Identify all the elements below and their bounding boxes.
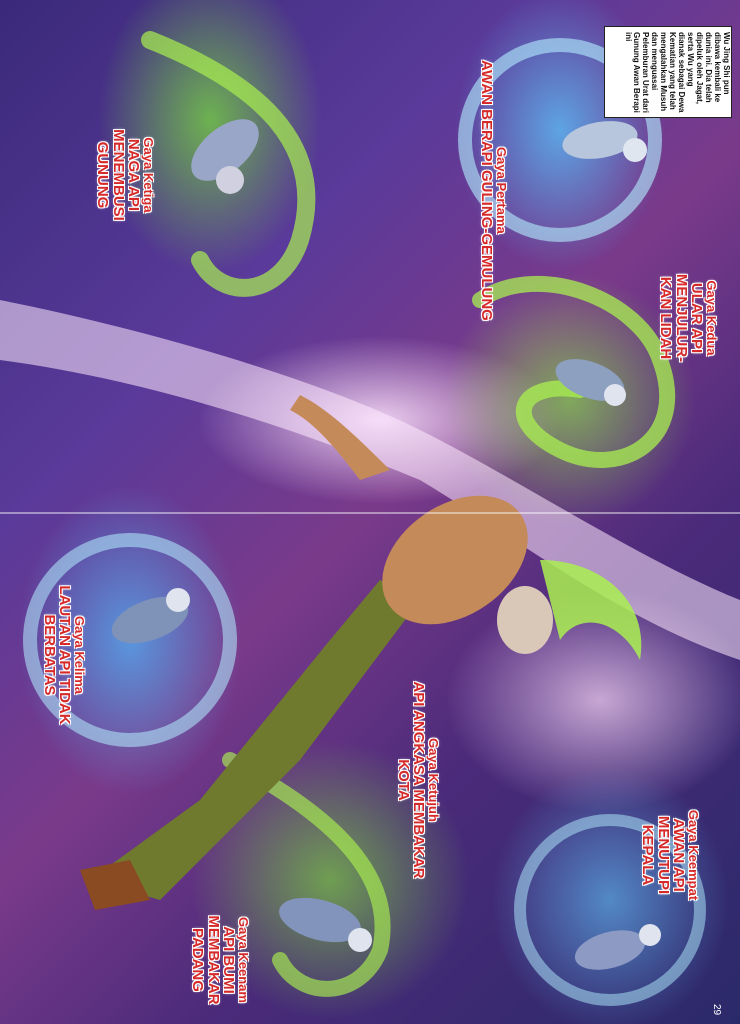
caption-title: Gaya Keempat: [686, 809, 701, 901]
caption-gaya-ketujuh: [395, 680, 440, 880]
caption-gaya-ketiga: [94, 110, 155, 240]
caption-technique: API BUMI MEMBAKAR PADANG: [188, 915, 238, 1005]
page-gutter: [0, 512, 740, 514]
caption-technique: AWAN API MENUTUPI KEPALA: [638, 815, 688, 895]
caption-title: Gaya Ketujuh: [426, 738, 441, 822]
caption-gaya-kelima: [41, 580, 86, 730]
spirit-fighter-top-left: [180, 107, 270, 194]
caption-technique: LAUTAN API TIDAK BERBATAS: [40, 585, 74, 725]
spirit-fighter-top-right: [559, 116, 647, 165]
caption-title: Gaya Ketiga: [141, 137, 156, 213]
narration-text: Wu Jing Shi pun dibawa kembali ke dunia ini. Dia telah dipeluk oleh Jagat, serta Wu yang dianak sebagai Dewa Kematian yang telah mengalahkan Musuh dan menguasai Pelemburan Urat dari Gunung Awan Berapi ini: [623, 32, 731, 113]
spirit-fighter-bottom-right: [571, 923, 661, 976]
spirit-fighter-middle-right: [550, 351, 630, 409]
caption-gaya-kedua: [657, 258, 718, 378]
caption-technique: AWAN BERAPI GULING-GEMULUNG: [478, 60, 496, 321]
caption-title: Gaya Kedua: [704, 280, 719, 356]
spirit-fighter-bottom: [274, 890, 372, 952]
narration-box: [604, 26, 732, 118]
spirit-fighter-left: [106, 588, 195, 653]
caption-title: Gaya Kelima: [72, 615, 87, 695]
caption-gaya-keenam: [189, 900, 250, 1020]
caption-gaya-keempat: [639, 790, 700, 920]
caption-technique: API ANGKASA MEMBAKAR KOTA: [394, 681, 428, 879]
caption-gaya-pertama: [479, 60, 508, 321]
caption-technique: ULAR API MENJULUR-KAN LIDAH: [656, 273, 706, 363]
caption-title: Gaya Keenam: [236, 917, 251, 1003]
caption-title: Gaya Pertama: [494, 147, 509, 234]
page-number: 29: [711, 1004, 722, 1016]
warrior-head: [497, 586, 553, 654]
caption-technique: NAGA API MENEMBUSI GUNUNG: [93, 129, 143, 221]
